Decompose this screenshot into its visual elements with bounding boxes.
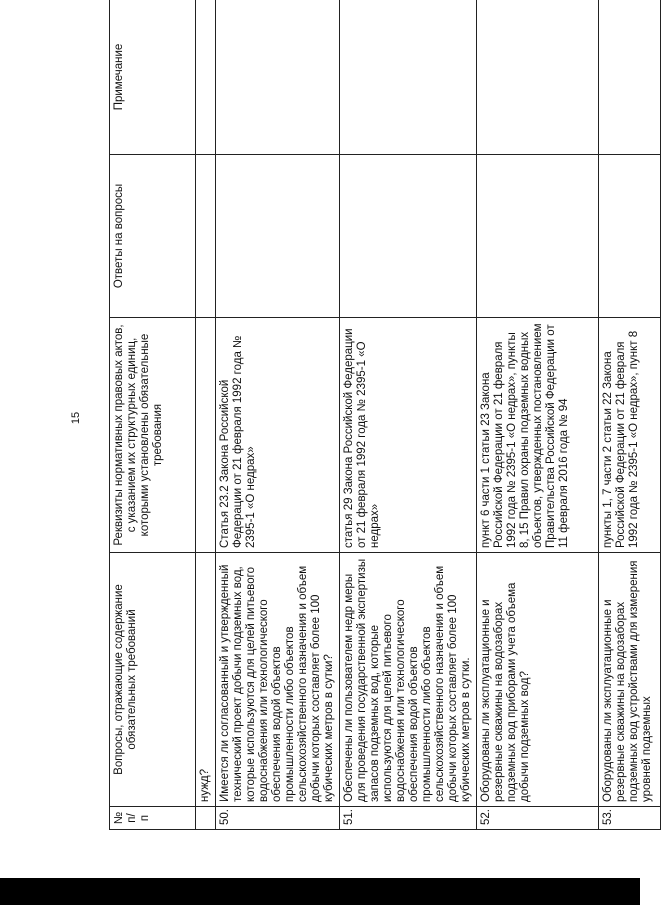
page-number: 15: [70, 411, 83, 425]
table-row: [477, 0, 599, 830]
row-requisites: Статья 23.2 Закона Российской Федерации от 21 февраля 1992 года № 2395-1 «О недрах»: [216, 318, 340, 553]
row-answer: [599, 155, 661, 318]
requirements-table-rotated: [109, 0, 653, 830]
row-answer: [477, 155, 599, 318]
requirements-table: [109, 0, 661, 830]
table-row: [216, 0, 340, 830]
row-question: Оборудованы ли эксплуатационные и резервные скважины на водозаборах подземных вод приборами учета объема добычи подземных вод?: [477, 553, 599, 807]
table-row: [599, 0, 661, 830]
header-num: № п/п: [110, 807, 196, 830]
row-note: [340, 0, 477, 155]
row-requisites: пункт 6 части 1 статьи 23 Закона Российской Федерации от 21 февраля 1992 года № 2395-1 «О недрах», пункты 8, 15 Правил охраны подземных водных объектов, утвержденных постановлением Правительства Российской Федерации от 11 февраля 2016 года № 94: [477, 318, 599, 553]
row-question: нужд?: [196, 553, 216, 807]
scan-bottom-edge: [0, 878, 640, 905]
header-requisites: Реквизиты нормативных правовых актов, с указанием их структурных единиц, которыми установлены обязательные требования: [110, 318, 196, 553]
row-num: 51.: [340, 807, 477, 830]
row-answer: [340, 155, 477, 318]
row-answer: [216, 155, 340, 318]
row-requisites: [196, 318, 216, 553]
row-num: 50.: [216, 807, 340, 830]
row-num: 53.: [599, 807, 661, 830]
table-header-row: [110, 0, 196, 830]
row-note: [216, 0, 340, 155]
row-note: [599, 0, 661, 155]
table-row: [340, 0, 477, 830]
table-row: [196, 0, 216, 830]
row-question: Обеспечены ли пользователем недр меры для проведения государственной экспертизы запасов подземных вод, которые используются для целей питьевого водоснабжения или технологического обеспечения водой объектов промышленности либо объектов сельскохозяйственного назначения и объем добычи которых составляет более 100 кубических метров в сутки.: [340, 553, 477, 807]
header-question: Вопросы, отражающие содержание обязательных требований: [110, 553, 196, 807]
header-note: Примечание: [110, 0, 196, 155]
row-question: Оборудованы ли эксплуатационные и резервные скважины на водозаборах подземных вод устройствами для измерения уровней подземных: [599, 553, 661, 807]
row-num: [196, 807, 216, 830]
row-requisites: пункты 1, 7 части 2 статьи 22 Закона Российской Федерации от 21 февраля 1992 года № 2395-1 «О недрах», пункт 8: [599, 318, 661, 553]
row-question: Имеется ли согласованный и утвержденный технический проект добычи подземных вод, которые используются для целей питьевого водоснабжения или технологического обеспечения водой объектов промышленности либо объектов сельскохозяйственного назначения и объем добычи которых составляет более 100 кубических метров в сутки?: [216, 553, 340, 807]
row-num: 52.: [477, 807, 599, 830]
row-requisites: статья 29 Закона Российской Федерации от 21 февраля 1992 года № 2395-1 «О недрах»: [340, 318, 477, 553]
row-note: [196, 0, 216, 155]
row-note: [477, 0, 599, 155]
row-answer: [196, 155, 216, 318]
header-answers: Ответы на вопросы: [110, 155, 196, 318]
